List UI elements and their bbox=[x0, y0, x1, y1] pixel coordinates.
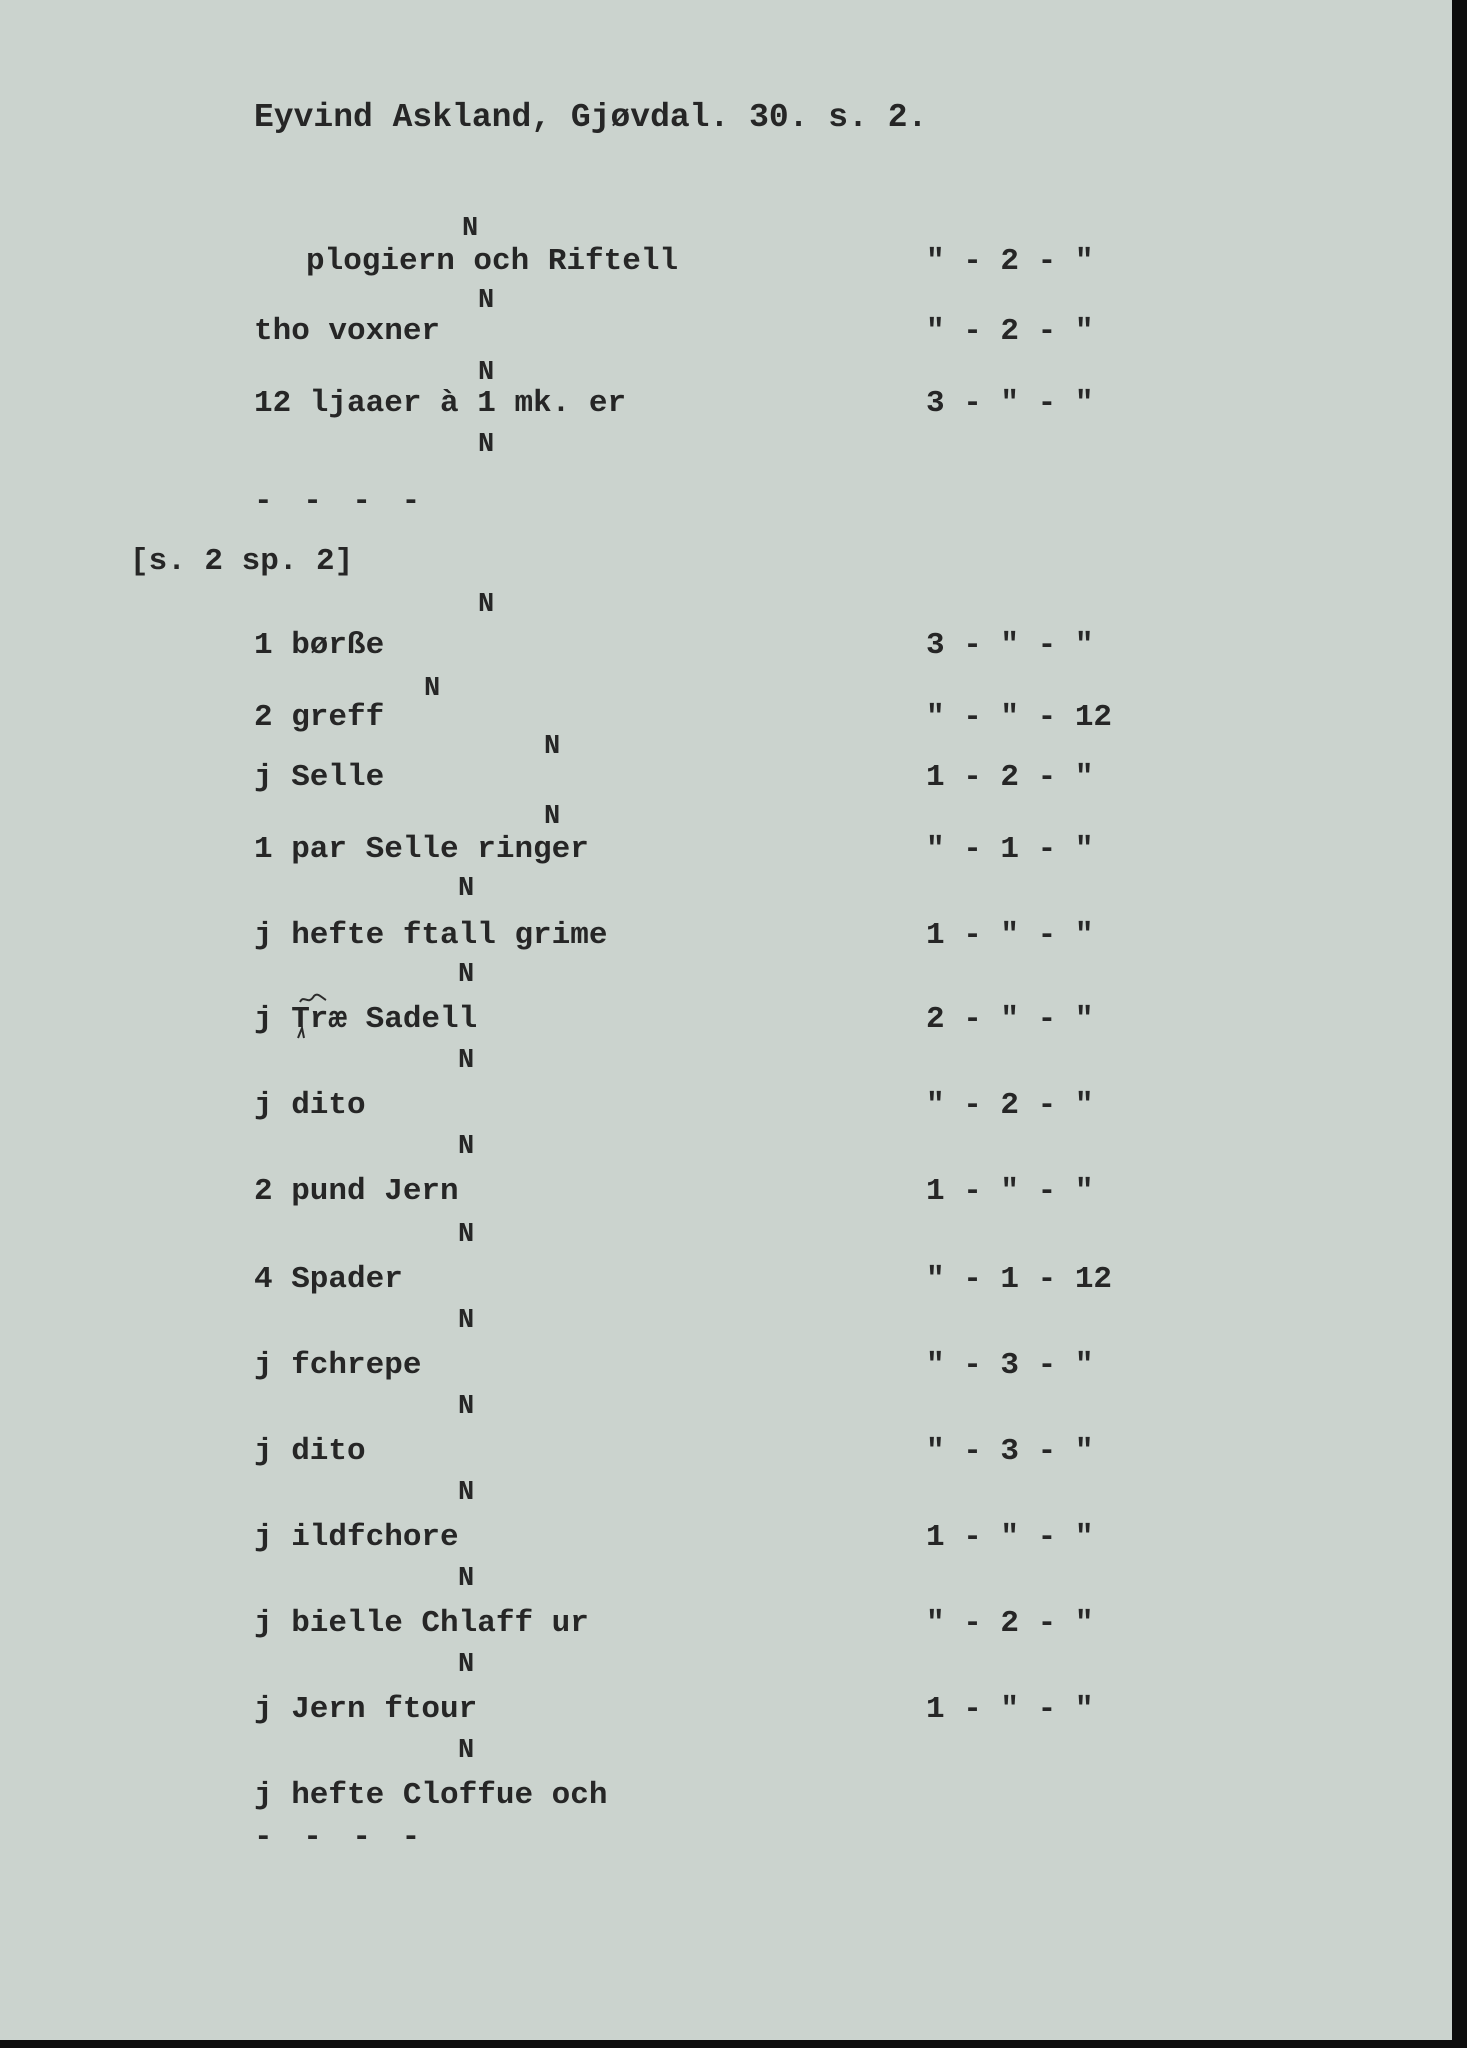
note-mark: N bbox=[458, 960, 475, 990]
handwritten-correction-mark bbox=[292, 988, 332, 1044]
entry-amount: " - 2 - " bbox=[926, 244, 1094, 279]
entry-amount: " - 3 - " bbox=[926, 1348, 1094, 1383]
entry-amount: 3 - " - " bbox=[926, 628, 1094, 663]
note-mark: N bbox=[458, 1478, 475, 1508]
entry-text: j fchrepe bbox=[254, 1348, 422, 1383]
note-mark: N bbox=[458, 1736, 475, 1766]
entry-amount: 1 - " - " bbox=[926, 918, 1094, 953]
entry-amount: " - 1 - 12 bbox=[926, 1262, 1113, 1297]
page-header: Eyvind Askland, Gjøvdal. 30. s. 2. bbox=[254, 99, 928, 136]
entry-text: j ildfchore bbox=[254, 1520, 459, 1555]
note-mark: N bbox=[458, 1392, 475, 1422]
note-mark: N bbox=[458, 1564, 475, 1594]
entry-amount: 1 - 2 - " bbox=[926, 760, 1094, 795]
entry-text: 2 greff bbox=[254, 700, 385, 735]
note-mark: N bbox=[458, 1132, 475, 1162]
note-mark: N bbox=[478, 286, 495, 316]
entry-text: j Træ Sadell bbox=[254, 1002, 478, 1037]
entry-text: 1 børße bbox=[254, 628, 385, 663]
separator: - - - - bbox=[254, 484, 427, 519]
entry-text: j hefte ftall grime bbox=[254, 918, 608, 953]
note-mark: N bbox=[458, 1306, 475, 1336]
note-mark: N bbox=[544, 732, 561, 762]
note-mark: N bbox=[462, 214, 479, 244]
entry-text: j Jern ftour bbox=[254, 1692, 478, 1727]
entry-text: j Selle bbox=[254, 760, 385, 795]
note-mark: N bbox=[478, 590, 495, 620]
entry-amount: " - 1 - " bbox=[926, 832, 1094, 867]
entry-text: j bielle Chlaff ur bbox=[254, 1606, 589, 1641]
entry-text: 12 ljaaer à 1 mk. er bbox=[254, 386, 627, 421]
entry-amount: " - 2 - " bbox=[926, 1088, 1094, 1123]
entry-text: 4 Spader bbox=[254, 1262, 403, 1297]
entry-amount: " - 2 - " bbox=[926, 1606, 1094, 1641]
entry-text: plogiern och Riftell bbox=[306, 244, 679, 279]
separator: - - - - bbox=[254, 1820, 427, 1855]
note-mark: N bbox=[424, 674, 441, 704]
entry-text: 2 pund Jern bbox=[254, 1174, 459, 1209]
note-mark: N bbox=[458, 1220, 475, 1250]
entry-amount: " - 2 - " bbox=[926, 314, 1094, 349]
section-marker: [s. 2 sp. 2] bbox=[130, 544, 354, 579]
note-mark: N bbox=[458, 1046, 475, 1076]
note-mark: N bbox=[478, 358, 495, 388]
entry-amount: 1 - " - " bbox=[926, 1174, 1094, 1209]
entry-text: j hefte Cloffue och bbox=[254, 1778, 608, 1813]
entry-amount: 1 - " - " bbox=[926, 1692, 1094, 1727]
entry-amount: 2 - " - " bbox=[926, 1002, 1094, 1037]
entry-text: j dito bbox=[254, 1088, 366, 1123]
entry-amount: " - 3 - " bbox=[926, 1434, 1094, 1469]
note-mark: N bbox=[544, 802, 561, 832]
entry-text: 1 par Selle ringer bbox=[254, 832, 589, 867]
entry-amount: " - " - 12 bbox=[926, 700, 1113, 735]
entry-amount: 3 - " - " bbox=[926, 386, 1094, 421]
note-mark: N bbox=[458, 874, 475, 904]
note-mark: N bbox=[478, 430, 495, 460]
note-mark: N bbox=[458, 1650, 475, 1680]
entry-amount: 1 - " - " bbox=[926, 1520, 1094, 1555]
entry-text: j dito bbox=[254, 1434, 366, 1469]
entry-text: tho voxner bbox=[254, 314, 441, 349]
